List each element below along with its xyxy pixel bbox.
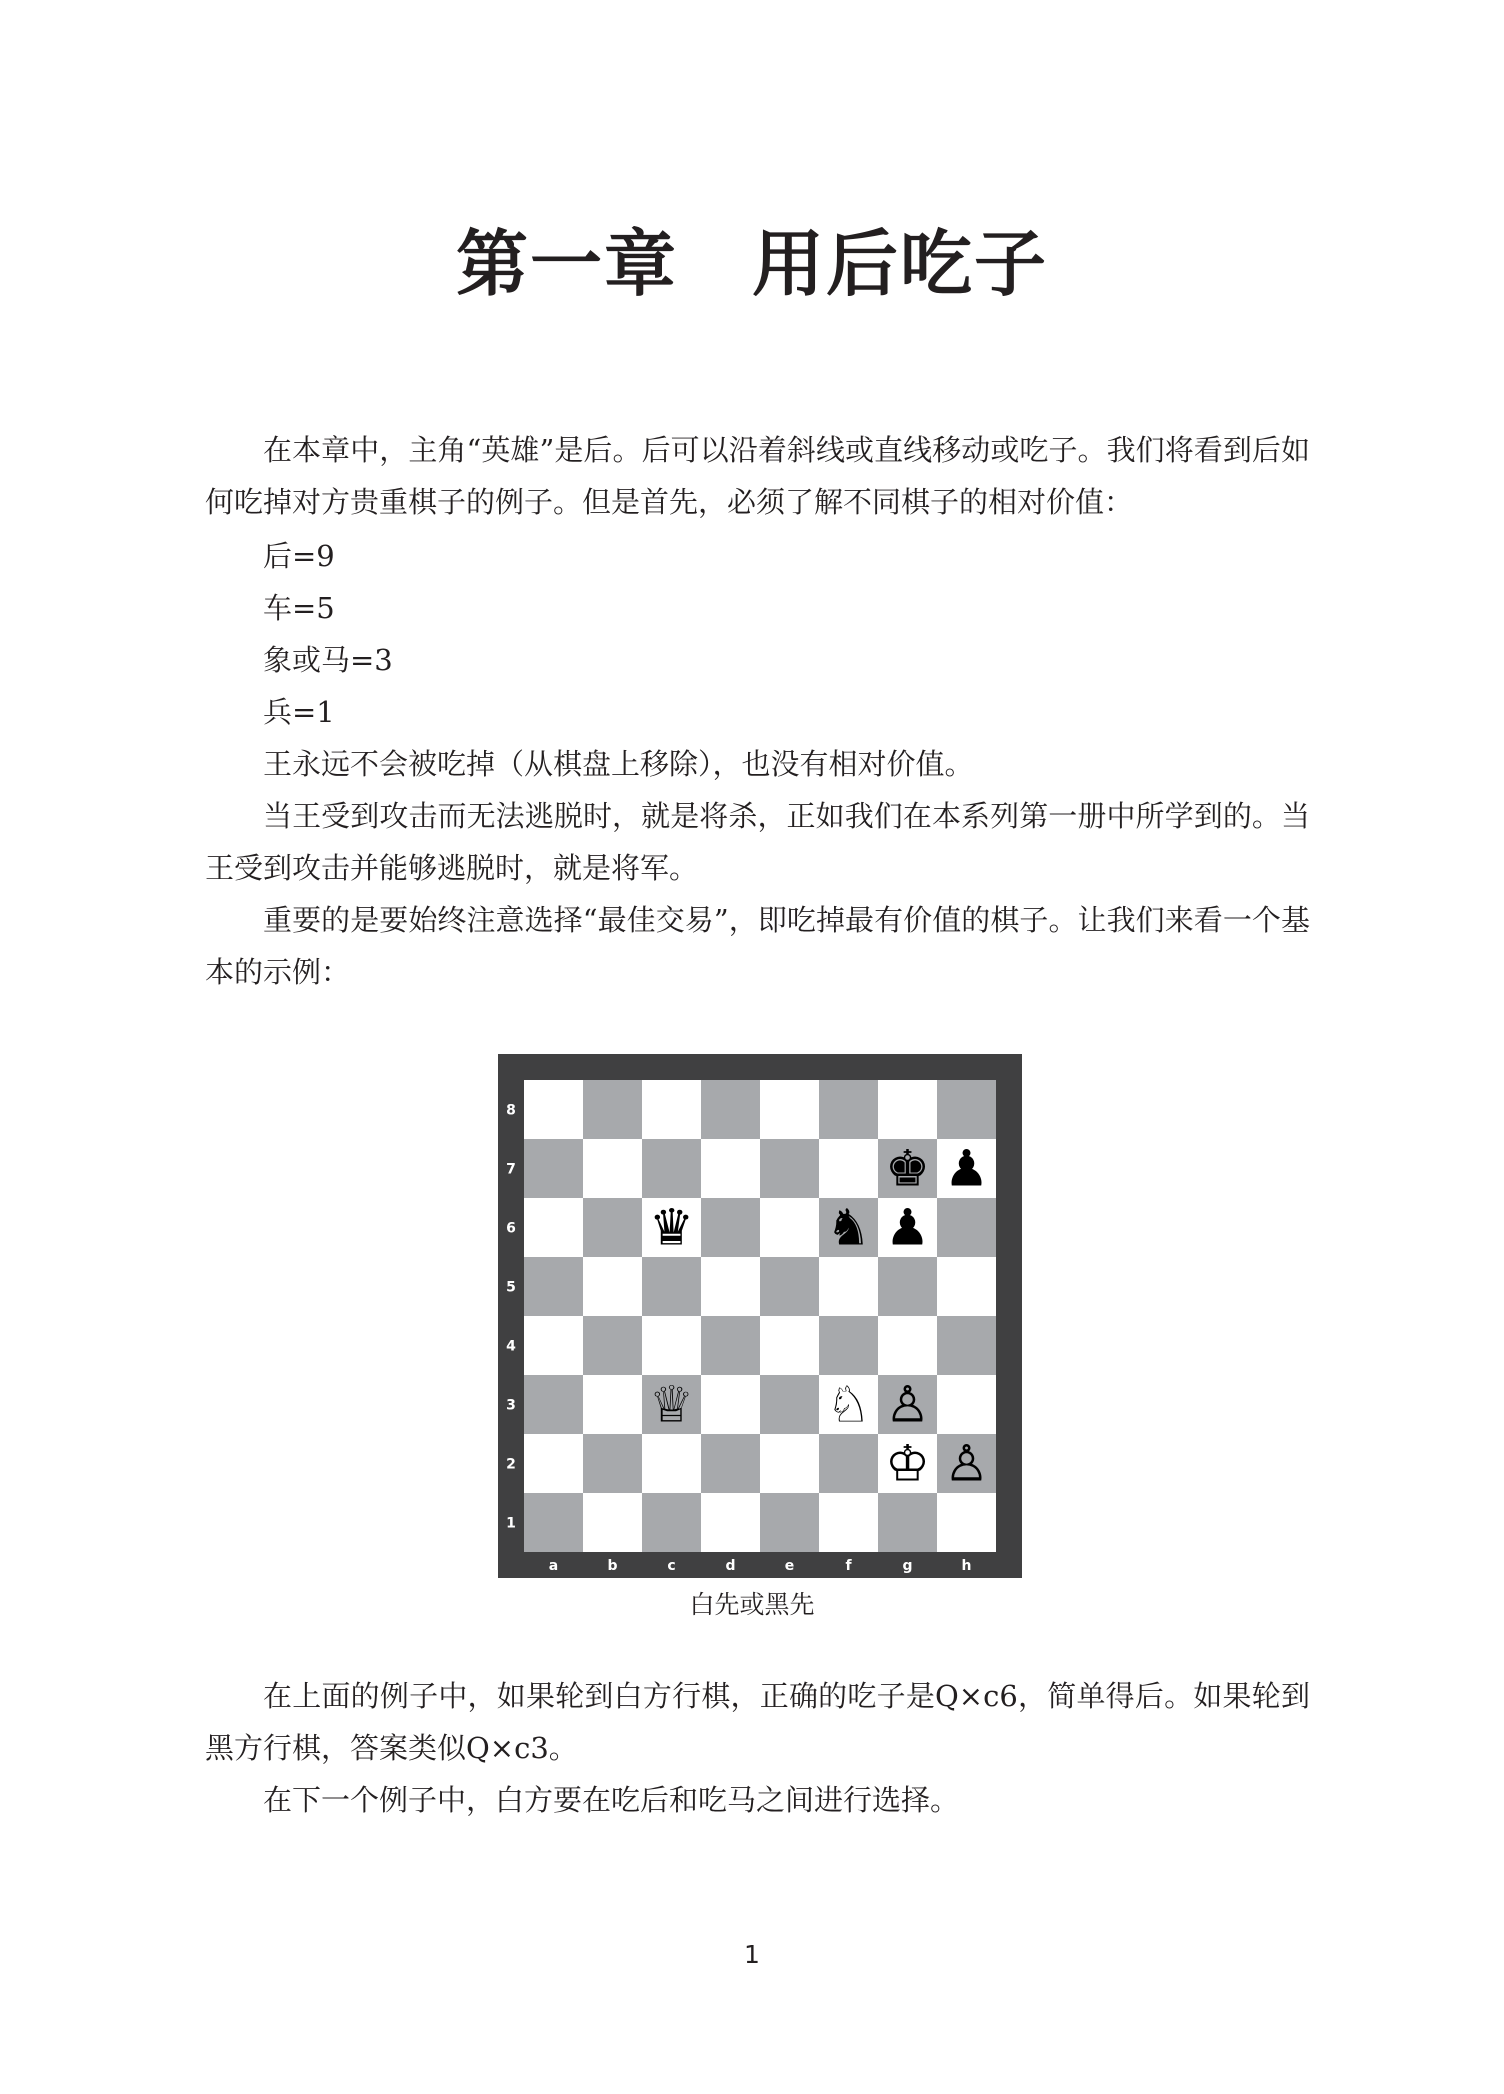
file-label-a: a xyxy=(548,1558,559,1574)
file-label-b: b xyxy=(607,1558,618,1574)
square-c7 xyxy=(642,1139,701,1198)
square-a7 xyxy=(524,1139,583,1198)
square-b5 xyxy=(583,1257,642,1316)
square-a6 xyxy=(524,1198,583,1257)
square-e5 xyxy=(760,1257,819,1316)
square-f1 xyxy=(819,1493,878,1552)
square-d7 xyxy=(701,1139,760,1198)
black-pawn-icon: ♟ xyxy=(944,1139,989,1198)
square-a1 xyxy=(524,1493,583,1552)
square-b2 xyxy=(583,1434,642,1493)
square-a3 xyxy=(524,1375,583,1434)
rank-label-7: 7 xyxy=(506,1161,516,1178)
rank-label-1: 1 xyxy=(506,1515,516,1532)
white-knight-icon: ♘ xyxy=(826,1375,871,1434)
square-a8 xyxy=(524,1080,583,1139)
square-e2 xyxy=(760,1434,819,1493)
rank-label-6: 6 xyxy=(506,1220,516,1237)
square-f7 xyxy=(819,1139,878,1198)
rank-label-2: 2 xyxy=(506,1456,516,1473)
square-a5 xyxy=(524,1257,583,1316)
square-d8 xyxy=(701,1080,760,1139)
square-h5 xyxy=(937,1257,996,1316)
chess-diagram xyxy=(498,1054,1022,1578)
value-pawn: 兵=1 xyxy=(263,695,335,729)
intro-paragraph: 在本章中，主角“英雄”是后。后可以沿着斜线或直线移动或吃子。我们将看到后如何吃掉对方贵重棋子的例子。但是首先，必须了解不同棋子的相对价值： xyxy=(205,433,1310,519)
square-d1 xyxy=(701,1493,760,1552)
file-label-f: f xyxy=(845,1558,852,1574)
file-label-e: e xyxy=(784,1558,795,1574)
white-king-icon: ♔ xyxy=(885,1434,930,1493)
square-h8 xyxy=(937,1080,996,1139)
square-h4 xyxy=(937,1316,996,1375)
square-e7 xyxy=(760,1139,819,1198)
king-note-paragraph: 王永远不会被吃掉（从棋盘上移除），也没有相对价值。 xyxy=(263,747,974,781)
square-e1 xyxy=(760,1493,819,1552)
square-g1 xyxy=(878,1493,937,1552)
square-d5 xyxy=(701,1257,760,1316)
rank-label-5: 5 xyxy=(506,1279,516,1296)
answer-paragraph: 在上面的例子中，如果轮到白方行棋，正确的吃子是Q×c6，简单得后。如果轮到黑方行棋，答案类似Q×c3。 xyxy=(205,1679,1310,1765)
page-number: 1 xyxy=(744,1940,760,1969)
square-d3 xyxy=(701,1375,760,1434)
square-g4 xyxy=(878,1316,937,1375)
checkmate-paragraph: 当王受到攻击而无法逃脱时，就是将杀，正如我们在本系列第一册中所学到的。当王受到攻击并能够逃脱时，就是将军。 xyxy=(205,799,1310,885)
value-queen: 后=9 xyxy=(263,539,335,573)
square-h1 xyxy=(937,1493,996,1552)
white-queen-icon: ♕ xyxy=(649,1375,694,1434)
black-queen-icon: ♛ xyxy=(649,1198,694,1257)
square-d2 xyxy=(701,1434,760,1493)
square-b1 xyxy=(583,1493,642,1552)
square-e3 xyxy=(760,1375,819,1434)
file-label-g: g xyxy=(902,1558,913,1574)
white-pawn-icon: ♙ xyxy=(885,1375,930,1434)
square-g5 xyxy=(878,1257,937,1316)
exchange-paragraph: 重要的是要始终注意选择“最佳交易”，即吃掉最有价值的棋子。让我们来看一个基本的示例： xyxy=(205,903,1310,989)
rank-label-4: 4 xyxy=(506,1338,516,1355)
square-f2 xyxy=(819,1434,878,1493)
square-e8 xyxy=(760,1080,819,1139)
square-b6 xyxy=(583,1198,642,1257)
square-f5 xyxy=(819,1257,878,1316)
square-c4 xyxy=(642,1316,701,1375)
black-king-icon: ♚ xyxy=(885,1139,930,1198)
square-e6 xyxy=(760,1198,819,1257)
value-bishop-knight: 象或马=3 xyxy=(263,643,393,677)
square-b8 xyxy=(583,1080,642,1139)
rank-label-8: 8 xyxy=(506,1102,516,1119)
square-b4 xyxy=(583,1316,642,1375)
square-c5 xyxy=(642,1257,701,1316)
black-pawn-icon: ♟ xyxy=(885,1198,930,1257)
chapter-title: 第一章 用后吃子 xyxy=(455,222,1048,306)
square-f8 xyxy=(819,1080,878,1139)
file-label-c: c xyxy=(667,1558,676,1574)
value-rook: 车=5 xyxy=(263,591,335,625)
square-b3 xyxy=(583,1375,642,1434)
square-c8 xyxy=(642,1080,701,1139)
square-b7 xyxy=(583,1139,642,1198)
square-d4 xyxy=(701,1316,760,1375)
square-h6 xyxy=(937,1198,996,1257)
square-d6 xyxy=(701,1198,760,1257)
square-e4 xyxy=(760,1316,819,1375)
square-h3 xyxy=(937,1375,996,1434)
white-pawn-icon: ♙ xyxy=(944,1434,989,1493)
square-f4 xyxy=(819,1316,878,1375)
black-knight-icon: ♞ xyxy=(826,1198,871,1257)
rank-label-3: 3 xyxy=(506,1397,516,1414)
next-example-paragraph: 在下一个例子中，白方要在吃后和吃马之间进行选择。 xyxy=(263,1783,960,1817)
square-a2 xyxy=(524,1434,583,1493)
square-c1 xyxy=(642,1493,701,1552)
file-label-d: d xyxy=(725,1558,736,1574)
file-label-h: h xyxy=(961,1558,972,1574)
square-c2 xyxy=(642,1434,701,1493)
square-a4 xyxy=(524,1316,583,1375)
diagram-caption: 白先或黑先 xyxy=(689,1590,815,1619)
square-g8 xyxy=(878,1080,937,1139)
